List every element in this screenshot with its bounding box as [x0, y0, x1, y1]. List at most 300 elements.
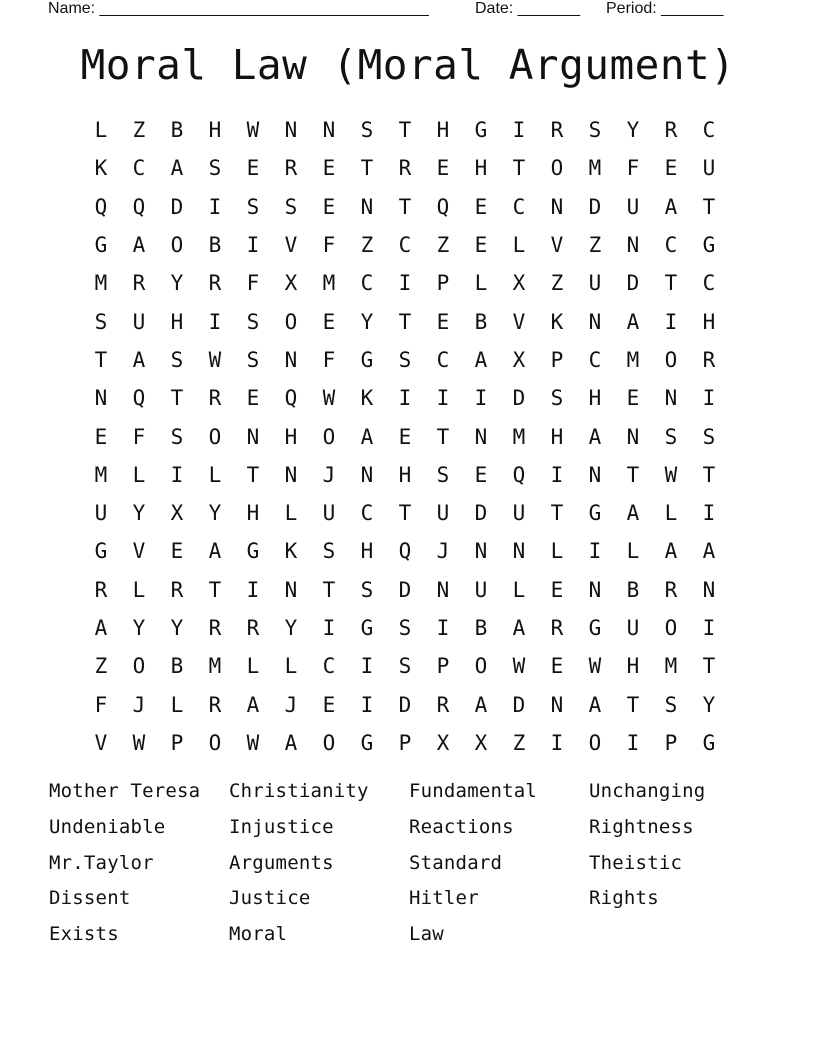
- grid-letter[interactable]: C: [360, 501, 374, 526]
- grid-letter[interactable]: Y: [626, 118, 640, 143]
- grid-letter[interactable]: E: [322, 194, 336, 219]
- grid-letter[interactable]: M: [626, 347, 640, 372]
- grid-letter[interactable]: C: [512, 194, 526, 219]
- grid-letter[interactable]: R: [664, 118, 678, 143]
- grid-letter[interactable]: C: [436, 347, 450, 372]
- grid-letter[interactable]: E: [474, 194, 488, 219]
- grid-letter[interactable]: P: [550, 347, 564, 372]
- grid-letter[interactable]: H: [702, 309, 716, 334]
- grid-letter[interactable]: W: [664, 462, 678, 487]
- grid-letter[interactable]: O: [284, 309, 298, 334]
- grid-letter[interactable]: R: [94, 577, 108, 602]
- grid-letter[interactable]: H: [246, 501, 260, 526]
- grid-letter[interactable]: S: [246, 309, 260, 334]
- grid-letter[interactable]: T: [702, 654, 716, 679]
- grid-letter[interactable]: O: [664, 347, 678, 372]
- grid-letter[interactable]: I: [398, 271, 412, 296]
- grid-letter[interactable]: G: [702, 730, 716, 755]
- name-field[interactable]: Name: _____________________________________: [48, 0, 429, 17]
- grid-letter[interactable]: L: [664, 501, 678, 526]
- grid-letter[interactable]: I: [664, 309, 678, 334]
- grid-letter[interactable]: U: [322, 501, 336, 526]
- grid-letter[interactable]: A: [246, 692, 260, 717]
- grid-letter[interactable]: E: [550, 577, 564, 602]
- grid-letter[interactable]: N: [588, 577, 602, 602]
- grid-letter[interactable]: L: [132, 462, 146, 487]
- grid-letter[interactable]: T: [322, 577, 336, 602]
- grid-letter[interactable]: A: [664, 539, 678, 564]
- grid-letter[interactable]: N: [588, 309, 602, 334]
- grid-letter[interactable]: L: [246, 654, 260, 679]
- grid-letter[interactable]: V: [512, 309, 526, 334]
- grid-letter[interactable]: H: [588, 386, 602, 411]
- grid-letter[interactable]: Y: [208, 501, 222, 526]
- grid-row: [82, 685, 728, 723]
- grid-letter[interactable]: R: [664, 577, 678, 602]
- grid-letter[interactable]: Y: [170, 616, 184, 640]
- grid-letter[interactable]: D: [474, 501, 488, 526]
- grid-letter[interactable]: L: [170, 692, 184, 717]
- grid-letter[interactable]: H: [170, 309, 184, 334]
- grid-letter[interactable]: U: [94, 501, 108, 526]
- grid-row: [82, 609, 728, 647]
- grid-letter[interactable]: A: [284, 730, 298, 755]
- grid-letter[interactable]: H: [360, 539, 374, 564]
- grid-letter[interactable]: U: [474, 577, 488, 602]
- grid-letter[interactable]: R: [208, 271, 222, 296]
- grid-letter[interactable]: R: [208, 386, 222, 411]
- grid-letter[interactable]: X: [170, 501, 184, 526]
- grid-letter[interactable]: S: [550, 386, 564, 411]
- grid-letter[interactable]: G: [588, 501, 602, 526]
- grid-letter[interactable]: S: [588, 118, 602, 143]
- grid-letter[interactable]: Z: [512, 730, 526, 755]
- grid-letter[interactable]: L: [626, 539, 640, 564]
- grid-letter[interactable]: E: [664, 156, 678, 181]
- grid-letter[interactable]: U: [436, 501, 450, 526]
- grid-letter[interactable]: X: [512, 271, 526, 296]
- word-bank-item: Hitler: [409, 887, 479, 910]
- grid-letter[interactable]: T: [398, 118, 412, 143]
- grid-letter[interactable]: P: [436, 654, 450, 679]
- grid-letter[interactable]: E: [246, 386, 260, 411]
- grid-letter[interactable]: A: [474, 347, 488, 372]
- grid-letter[interactable]: S: [322, 539, 336, 564]
- grid-letter[interactable]: W: [132, 730, 146, 755]
- grid-letter[interactable]: C: [322, 654, 336, 679]
- grid-letter[interactable]: Y: [132, 501, 146, 526]
- grid-letter[interactable]: A: [132, 347, 146, 372]
- grid-letter[interactable]: M: [322, 271, 336, 296]
- grid-letter[interactable]: C: [360, 271, 374, 296]
- grid-letter[interactable]: G: [246, 539, 260, 564]
- grid-letter[interactable]: N: [284, 577, 298, 602]
- grid-letter[interactable]: U: [588, 271, 602, 296]
- grid-letter[interactable]: H: [284, 424, 298, 449]
- grid-letter[interactable]: T: [94, 347, 108, 372]
- grid-letter[interactable]: D: [512, 386, 526, 411]
- grid-letter[interactable]: X: [436, 730, 450, 755]
- grid-letter[interactable]: R: [170, 577, 184, 602]
- grid-letter[interactable]: I: [550, 462, 564, 487]
- grid-letter[interactable]: V: [284, 233, 298, 258]
- grid-letter[interactable]: I: [208, 194, 222, 219]
- grid-letter[interactable]: B: [170, 654, 184, 679]
- grid-letter[interactable]: Z: [588, 233, 602, 258]
- grid-letter[interactable]: L: [284, 501, 298, 526]
- grid-letter[interactable]: S: [208, 156, 222, 181]
- grid-letter[interactable]: W: [512, 654, 526, 679]
- grid-letter[interactable]: I: [170, 462, 184, 487]
- grid-letter[interactable]: S: [436, 462, 450, 487]
- grid-letter[interactable]: G: [360, 616, 374, 640]
- grid-letter[interactable]: J: [132, 692, 146, 717]
- grid-letter[interactable]: I: [360, 692, 374, 717]
- grid-letter[interactable]: I: [398, 386, 412, 411]
- grid-letter[interactable]: O: [208, 424, 222, 449]
- period-field[interactable]: Period: _______: [606, 0, 724, 17]
- grid-letter[interactable]: L: [94, 118, 108, 143]
- grid-letter[interactable]: A: [626, 309, 640, 334]
- grid-letter[interactable]: H: [626, 654, 640, 679]
- grid-letter[interactable]: W: [246, 118, 260, 143]
- grid-letter[interactable]: A: [702, 539, 716, 564]
- grid-letter[interactable]: G: [588, 616, 602, 640]
- grid-letter[interactable]: O: [208, 730, 222, 755]
- grid-letter[interactable]: S: [398, 347, 412, 372]
- grid-letter[interactable]: F: [626, 156, 640, 181]
- grid-letter[interactable]: R: [436, 692, 450, 717]
- grid-letter[interactable]: Q: [398, 539, 412, 564]
- grid-letter[interactable]: S: [170, 424, 184, 449]
- grid-letter[interactable]: Q: [132, 386, 146, 411]
- date-field[interactable]: Date: _______: [475, 0, 580, 17]
- grid-letter[interactable]: S: [246, 347, 260, 372]
- grid-letter[interactable]: T: [436, 424, 450, 449]
- grid-letter[interactable]: S: [94, 309, 108, 334]
- grid-letter[interactable]: U: [626, 194, 640, 219]
- grid-letter[interactable]: G: [474, 118, 488, 143]
- grid-letter[interactable]: O: [474, 654, 488, 679]
- grid-letter[interactable]: Z: [360, 233, 374, 258]
- grid-letter[interactable]: F: [246, 271, 260, 296]
- grid-letter[interactable]: I: [702, 501, 716, 526]
- grid-letter[interactable]: B: [474, 309, 488, 334]
- grid-letter[interactable]: O: [550, 156, 564, 181]
- grid-letter[interactable]: I: [550, 730, 564, 755]
- grid-letter[interactable]: Q: [132, 194, 146, 219]
- grid-letter[interactable]: F: [322, 233, 336, 258]
- grid-letter[interactable]: U: [512, 501, 526, 526]
- grid-letter[interactable]: E: [626, 386, 640, 411]
- grid-letter[interactable]: O: [322, 424, 336, 449]
- grid-letter[interactable]: H: [208, 118, 222, 143]
- grid-letter[interactable]: S: [170, 347, 184, 372]
- grid-letter[interactable]: A: [664, 194, 678, 219]
- grid-letter[interactable]: Z: [436, 233, 450, 258]
- grid-letter[interactable]: G: [94, 539, 108, 564]
- grid-letter[interactable]: O: [588, 730, 602, 755]
- grid-letter[interactable]: P: [436, 271, 450, 296]
- grid-letter[interactable]: L: [474, 271, 488, 296]
- grid-letter[interactable]: E: [436, 156, 450, 181]
- grid-letter[interactable]: S: [398, 654, 412, 679]
- grid-letter[interactable]: G: [94, 233, 108, 258]
- grid-letter[interactable]: N: [702, 577, 716, 602]
- grid-letter[interactable]: X: [512, 347, 526, 372]
- grid-letter[interactable]: N: [474, 539, 488, 564]
- grid-letter[interactable]: I: [512, 118, 526, 143]
- grid-letter[interactable]: M: [94, 462, 108, 487]
- grid-letter[interactable]: L: [512, 233, 526, 258]
- grid-letter[interactable]: O: [132, 654, 146, 679]
- grid-letter[interactable]: R: [702, 347, 716, 372]
- grid-letter[interactable]: G: [360, 730, 374, 755]
- grid-letter[interactable]: N: [550, 194, 564, 219]
- grid-letter[interactable]: C: [398, 233, 412, 258]
- grid-letter[interactable]: M: [588, 156, 602, 181]
- grid-letter[interactable]: S: [702, 424, 716, 449]
- grid-letter[interactable]: R: [550, 616, 564, 640]
- grid-letter[interactable]: E: [436, 309, 450, 334]
- word-bank-item: Theistic: [589, 851, 683, 874]
- grid-letter[interactable]: Q: [284, 386, 298, 411]
- grid-letter[interactable]: H: [550, 424, 564, 449]
- grid-letter[interactable]: L: [512, 577, 526, 602]
- grid-letter[interactable]: T: [398, 194, 412, 219]
- grid-letter[interactable]: T: [550, 501, 564, 526]
- grid-letter[interactable]: C: [664, 233, 678, 258]
- grid-letter[interactable]: N: [322, 118, 336, 143]
- grid-letter[interactable]: P: [398, 730, 412, 755]
- grid-letter[interactable]: R: [550, 118, 564, 143]
- grid-letter[interactable]: T: [170, 386, 184, 411]
- grid-letter[interactable]: S: [360, 577, 374, 602]
- grid-letter[interactable]: U: [626, 616, 640, 640]
- grid-letter[interactable]: E: [322, 692, 336, 717]
- grid-letter[interactable]: Y: [132, 616, 146, 640]
- grid-letter[interactable]: W: [322, 386, 336, 411]
- grid-letter[interactable]: D: [398, 692, 412, 717]
- grid-letter[interactable]: A: [512, 616, 526, 640]
- grid-letter[interactable]: T: [246, 462, 260, 487]
- grid-letter[interactable]: T: [702, 194, 716, 219]
- grid-letter[interactable]: N: [360, 194, 374, 219]
- grid-letter[interactable]: T: [626, 692, 640, 717]
- grid-letter[interactable]: R: [398, 156, 412, 181]
- grid-letter[interactable]: E: [94, 424, 108, 449]
- grid-letter[interactable]: R: [208, 616, 222, 640]
- grid-letter[interactable]: T: [512, 156, 526, 181]
- grid-letter[interactable]: F: [322, 347, 336, 372]
- grid-letter[interactable]: A: [588, 692, 602, 717]
- grid-letter[interactable]: I: [436, 386, 450, 411]
- grid-letter[interactable]: E: [246, 156, 260, 181]
- grid-letter[interactable]: A: [208, 539, 222, 564]
- grid-letter[interactable]: S: [360, 118, 374, 143]
- grid-letter[interactable]: A: [474, 692, 488, 717]
- grid-letter[interactable]: A: [626, 501, 640, 526]
- grid-letter[interactable]: S: [246, 194, 260, 219]
- grid-letter[interactable]: T: [398, 309, 412, 334]
- grid-letter[interactable]: B: [626, 577, 640, 602]
- grid-letter[interactable]: N: [284, 118, 298, 143]
- grid-letter[interactable]: I: [436, 616, 450, 640]
- grid-letter[interactable]: K: [360, 386, 374, 411]
- grid-letter[interactable]: N: [588, 462, 602, 487]
- grid-letter[interactable]: F: [132, 424, 146, 449]
- grid-letter[interactable]: H: [398, 462, 412, 487]
- grid-letter[interactable]: Y: [170, 271, 184, 296]
- grid-letter[interactable]: D: [170, 194, 184, 219]
- grid-letter[interactable]: E: [170, 539, 184, 564]
- grid-letter[interactable]: I: [702, 386, 716, 411]
- grid-letter[interactable]: N: [284, 347, 298, 372]
- grid-letter[interactable]: A: [170, 156, 184, 181]
- grid-letter[interactable]: K: [550, 309, 564, 334]
- grid-letter[interactable]: C: [588, 347, 602, 372]
- grid-letter[interactable]: X: [284, 271, 298, 296]
- grid-letter[interactable]: I: [626, 730, 640, 755]
- grid-letter[interactable]: I: [588, 539, 602, 564]
- grid-letter[interactable]: T: [208, 577, 222, 602]
- grid-letter[interactable]: Y: [702, 692, 716, 717]
- grid-letter[interactable]: W: [246, 730, 260, 755]
- grid-letter[interactable]: R: [132, 271, 146, 296]
- grid-letter[interactable]: L: [284, 654, 298, 679]
- grid-letter[interactable]: N: [512, 539, 526, 564]
- grid-letter[interactable]: O: [322, 730, 336, 755]
- grid-letter[interactable]: T: [398, 501, 412, 526]
- grid-letter[interactable]: V: [550, 233, 564, 258]
- grid-letter[interactable]: J: [436, 539, 450, 564]
- grid-letter[interactable]: R: [284, 156, 298, 181]
- grid-letter[interactable]: Q: [94, 194, 108, 219]
- grid-letter[interactable]: A: [588, 424, 602, 449]
- grid-letter[interactable]: C: [702, 118, 716, 143]
- grid-letter[interactable]: O: [170, 233, 184, 258]
- grid-letter[interactable]: K: [284, 539, 298, 564]
- grid-letter[interactable]: Y: [284, 616, 298, 640]
- grid-letter[interactable]: G: [360, 347, 374, 372]
- grid-letter[interactable]: N: [246, 424, 260, 449]
- grid-letter[interactable]: F: [94, 692, 108, 717]
- grid-letter[interactable]: E: [474, 462, 488, 487]
- grid-letter[interactable]: J: [322, 462, 336, 487]
- grid-letter[interactable]: P: [664, 730, 678, 755]
- grid-letter[interactable]: D: [398, 577, 412, 602]
- grid-letter[interactable]: I: [246, 233, 260, 258]
- grid-letter[interactable]: S: [664, 692, 678, 717]
- grid-letter[interactable]: T: [360, 156, 374, 181]
- grid-letter[interactable]: S: [664, 424, 678, 449]
- grid-letter[interactable]: B: [208, 233, 222, 258]
- grid-letter[interactable]: Z: [94, 654, 108, 679]
- grid-letter[interactable]: N: [626, 233, 640, 258]
- grid-letter[interactable]: L: [550, 539, 564, 564]
- grid-letter[interactable]: D: [626, 271, 640, 296]
- grid-letter[interactable]: H: [474, 156, 488, 181]
- word-bank-item: Rights: [589, 887, 659, 910]
- grid-letter[interactable]: N: [284, 462, 298, 487]
- grid-letter[interactable]: B: [474, 616, 488, 640]
- grid-letter[interactable]: E: [474, 233, 488, 258]
- grid-letter[interactable]: N: [626, 424, 640, 449]
- grid-letter[interactable]: C: [132, 156, 146, 181]
- grid-letter[interactable]: O: [664, 616, 678, 640]
- grid-letter[interactable]: T: [664, 271, 678, 296]
- page-title: Moral Law (Moral Argument): [80, 41, 736, 89]
- grid-letter[interactable]: N: [474, 424, 488, 449]
- grid-letter[interactable]: Y: [360, 309, 374, 334]
- grid-letter[interactable]: N: [360, 462, 374, 487]
- grid-letter[interactable]: D: [512, 692, 526, 717]
- grid-letter[interactable]: M: [208, 654, 222, 679]
- grid-letter[interactable]: X: [474, 730, 488, 755]
- grid-letter[interactable]: N: [436, 577, 450, 602]
- grid-letter[interactable]: U: [132, 309, 146, 334]
- grid-letter[interactable]: N: [664, 386, 678, 411]
- grid-letter[interactable]: R: [208, 692, 222, 717]
- grid-letter[interactable]: A: [360, 424, 374, 449]
- grid-letter[interactable]: Q: [512, 462, 526, 487]
- grid-letter[interactable]: T: [702, 462, 716, 487]
- grid-letter[interactable]: E: [550, 654, 564, 679]
- grid-letter[interactable]: H: [436, 118, 450, 143]
- grid-letter[interactable]: D: [588, 194, 602, 219]
- grid-letter[interactable]: Q: [436, 194, 450, 219]
- grid-letter[interactable]: W: [588, 654, 602, 679]
- grid-letter[interactable]: V: [132, 539, 146, 564]
- grid-letter[interactable]: E: [322, 309, 336, 334]
- grid-letter[interactable]: T: [626, 462, 640, 487]
- grid-letter[interactable]: S: [284, 194, 298, 219]
- grid-letter[interactable]: W: [208, 347, 222, 372]
- word-bank-item: Arguments: [229, 851, 334, 874]
- grid-letter[interactable]: M: [512, 424, 526, 449]
- grid-letter[interactable]: A: [132, 233, 146, 258]
- grid-letter[interactable]: I: [246, 577, 260, 602]
- grid-letter[interactable]: M: [94, 271, 108, 296]
- grid-letter[interactable]: M: [664, 654, 678, 679]
- grid-letter[interactable]: P: [170, 730, 184, 755]
- grid-letter[interactable]: S: [398, 616, 412, 640]
- grid-letter[interactable]: Z: [132, 118, 146, 143]
- grid-letter[interactable]: A: [94, 616, 108, 640]
- grid-letter[interactable]: Z: [550, 271, 564, 296]
- grid-letter[interactable]: N: [550, 692, 564, 717]
- grid-letter[interactable]: R: [246, 616, 260, 640]
- grid-letter[interactable]: I: [322, 616, 336, 640]
- grid-letter[interactable]: K: [94, 156, 108, 181]
- grid-letter[interactable]: B: [170, 118, 184, 143]
- grid-letter[interactable]: G: [702, 233, 716, 258]
- grid-letter[interactable]: L: [208, 462, 222, 487]
- grid-letter[interactable]: U: [702, 156, 716, 181]
- grid-letter[interactable]: C: [702, 271, 716, 296]
- grid-letter[interactable]: E: [398, 424, 412, 449]
- grid-letter[interactable]: I: [702, 616, 716, 640]
- grid-letter[interactable]: V: [94, 730, 108, 755]
- word-search-grid[interactable]: [82, 111, 728, 762]
- grid-letter[interactable]: I: [360, 654, 374, 679]
- grid-letter[interactable]: J: [284, 692, 298, 717]
- grid-letter[interactable]: N: [94, 386, 108, 411]
- grid-letter[interactable]: L: [132, 577, 146, 602]
- grid-letter[interactable]: E: [322, 156, 336, 181]
- grid-letter[interactable]: I: [208, 309, 222, 334]
- grid-letter[interactable]: I: [474, 386, 488, 411]
